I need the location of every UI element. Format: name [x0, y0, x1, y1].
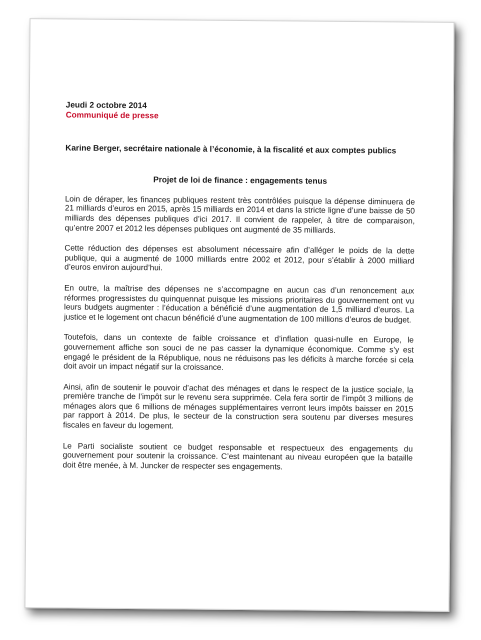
paragraph-4: Toutefois, dans un contexte de faible croissance et d’inflation quasi-nulle en Europe, le gouvernement affiche son souci de ne pas casser la dynamique économique. Comme s’y est engagé le président de la République, nous ne réduisons pas les déficits à marche forcée si cela doit avoir un impact négatif sur la croissance.	[63, 332, 414, 372]
paragraph-5: Ainsi, afin de soutenir le pouvoir d’achat des ménages et dans le respect de la justice sociale, la première tranche de l’impôt sur le revenu sera supprimée. Cela fera sortir de l’impôt 3 millions de ménages alors que 6 millions de ménages supplémentaires verront leurs impôts baisser en 2015 par rapport à 2014. De plus, le secteur de la construction sera soutenu par diverses mesures fiscales en faveur du logement.	[62, 382, 414, 431]
document-content	[63, 100, 416, 472]
paragraph-6: Le Parti socialiste soutient ce budget responsable et respectueux des engagements du gouvernement pour soutenir la croissance. C’est maintenant au niveau européen que la bataille doit être menée, à M. Juncker de respecter ses engagements.	[62, 441, 413, 472]
paragraph-2: Cette réduction des dépenses est absolument nécessaire afin d’alléger le poids de la dette publique, qui a augmenté de 1000 milliards entre 2002 et 2012, pour s’établir à 2000 milliard d’euros environ aujourd’hui.	[64, 243, 415, 273]
paragraph-3: En outre, la maîtrise des dépenses ne s’accompagne en aucun cas d’un renoncement aux réformes progressistes du quinquennat puisque les missions prioritaires du gouvernement ont vu leurs budgets augmenter : l’éducation a bénéficié d’une augmentation de 1,5 milliard d’euros. La justice et le logement ont chacun bénéficié d’une augmentation de 100 millions d’euros de budget.	[63, 283, 415, 325]
document-author: Karine Berger, secrétaire nationale à l’économie, à la fiscalité et aux comptes publics	[65, 143, 397, 156]
document-date: Jeudi 2 octobre 2014	[65, 100, 147, 111]
paragraph-1: Loin de déraper, les finances publiques restent très contrôlées puisque la dépense diminuera de 21 milliards d’euros en 2015, après 15 milliards en 2014 et dans la stricte ligne d’une baisse de 50 milliards des dépenses publiques d’ici 2017. Il convient de rappeler, à titre de comparaison, qu’entre 2007 et 2012 les dépenses publiques ont augmenté de 35 milliards.	[64, 194, 416, 235]
document-subject: Projet de loi de finance : engagements tenus	[153, 175, 328, 186]
document-type: Communiqué de presse	[65, 110, 159, 120]
document-page	[24, 18, 454, 612]
